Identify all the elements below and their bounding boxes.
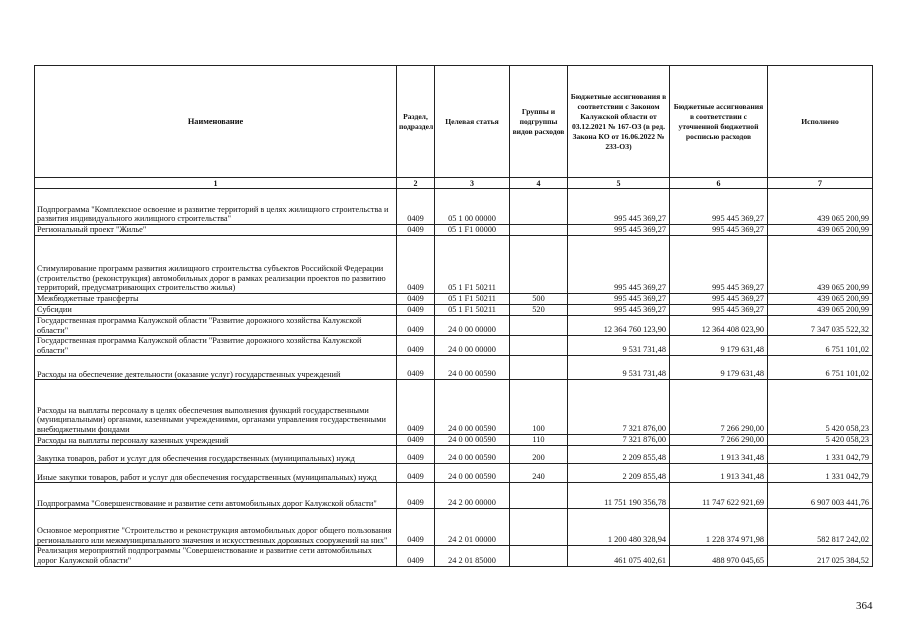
row-section: 0409 xyxy=(397,316,435,336)
row-group xyxy=(510,546,568,566)
row-name: Расходы на выплаты персоналу в целях обеспечения выполнения функций государственными (муниципальными) органами, казенными учреждениями, органами управления государственными внебюджетными фондами xyxy=(35,380,397,435)
column-number: 7 xyxy=(768,178,873,189)
row-target: 24 0 00 00590 xyxy=(435,435,510,446)
row-section: 0409 xyxy=(397,483,435,509)
row-name: Субсидии xyxy=(35,305,397,316)
row-target: 24 0 00 00000 xyxy=(435,336,510,356)
column-number: 3 xyxy=(435,178,510,189)
table-row xyxy=(35,305,873,316)
row-roster-amount: 9 179 631,48 xyxy=(670,336,768,356)
row-target: 24 2 01 00000 xyxy=(435,509,510,546)
column-number: 4 xyxy=(510,178,568,189)
row-target: 24 2 00 00000 xyxy=(435,483,510,509)
table-row xyxy=(35,336,873,356)
budget-table xyxy=(34,65,873,567)
row-group xyxy=(510,483,568,509)
row-roster-amount: 12 364 408 023,90 xyxy=(670,316,768,336)
row-name: Основное мероприятие "Строительство и реконструкция автомобильных дорог общего пользования регионального или межмуниципального значения и искусственных дорожных сооружений на них" xyxy=(35,509,397,546)
row-group: 500 xyxy=(510,294,568,305)
row-executed-amount: 439 065 200,99 xyxy=(768,305,873,316)
row-section: 0409 xyxy=(397,189,435,225)
row-section: 0409 xyxy=(397,464,435,483)
header-row xyxy=(35,66,873,178)
row-section: 0409 xyxy=(397,305,435,316)
row-roster-amount: 7 266 290,00 xyxy=(670,380,768,435)
row-name: Расходы на обеспечение деятельности (оказание услуг) государственных учреждений xyxy=(35,356,397,380)
table-row xyxy=(35,356,873,380)
row-section: 0409 xyxy=(397,380,435,435)
row-roster-amount: 995 445 369,27 xyxy=(670,294,768,305)
row-law-amount: 1 200 480 328,94 xyxy=(568,509,670,546)
table-row xyxy=(35,446,873,464)
budget-document xyxy=(34,65,872,567)
row-roster-amount: 1 228 374 971,98 xyxy=(670,509,768,546)
row-group: 110 xyxy=(510,435,568,446)
row-law-amount: 9 531 731,48 xyxy=(568,336,670,356)
row-executed-amount: 6 751 101,02 xyxy=(768,336,873,356)
row-executed-amount: 439 065 200,99 xyxy=(768,189,873,225)
row-group: 520 xyxy=(510,305,568,316)
row-executed-amount: 7 347 035 522,32 xyxy=(768,316,873,336)
row-executed-amount: 5 420 058,23 xyxy=(768,380,873,435)
row-law-amount: 7 321 876,00 xyxy=(568,380,670,435)
row-section: 0409 xyxy=(397,446,435,464)
row-name: Закупка товаров, работ и услуг для обеспечения государственных (муниципальных) нужд xyxy=(35,446,397,464)
row-roster-amount: 11 747 622 921,69 xyxy=(670,483,768,509)
row-name: Подпрограмма "Комплексное освоение и развитие территорий в целях жилищного строительства и развития индивидуального жилищного строительства" xyxy=(35,189,397,225)
header-roster: Бюджетные ассигнования в соответствии с уточненной бюджетной росписью расходов xyxy=(670,66,768,178)
row-executed-amount: 6 907 003 441,76 xyxy=(768,483,873,509)
row-executed-amount: 582 817 242,02 xyxy=(768,509,873,546)
row-target: 05 1 F1 50211 xyxy=(435,305,510,316)
row-roster-amount: 995 445 369,27 xyxy=(670,305,768,316)
row-group xyxy=(510,316,568,336)
row-name: Стимулирование программ развития жилищного строительства субъектов Российской Федерации (строительство (реконструкция) автомобильных дорог в рамках реализации проектов по развитию территорий, предусматривающих строительство жилья) xyxy=(35,236,397,294)
row-section: 0409 xyxy=(397,294,435,305)
row-name: Реализация мероприятий подпрограммы "Совершенствование и развитие сети автомобильных дорог Калужской области" xyxy=(35,546,397,566)
row-section: 0409 xyxy=(397,356,435,380)
row-group xyxy=(510,356,568,380)
table-row xyxy=(35,509,873,546)
table-row xyxy=(35,483,873,509)
row-name: Региональный проект "Жилье" xyxy=(35,225,397,236)
table-row xyxy=(35,236,873,294)
column-number: 2 xyxy=(397,178,435,189)
row-executed-amount: 5 420 058,23 xyxy=(768,435,873,446)
row-target: 05 1 F1 50211 xyxy=(435,294,510,305)
row-executed-amount: 217 025 384,52 xyxy=(768,546,873,566)
row-name: Государственная программа Калужской области "Развитие дорожного хозяйства Калужской области" xyxy=(35,336,397,356)
row-law-amount: 11 751 190 356,78 xyxy=(568,483,670,509)
row-executed-amount: 439 065 200,99 xyxy=(768,225,873,236)
row-executed-amount: 439 065 200,99 xyxy=(768,236,873,294)
page-number: 364 xyxy=(856,600,873,612)
row-roster-amount: 7 266 290,00 xyxy=(670,435,768,446)
row-executed-amount: 6 751 101,02 xyxy=(768,356,873,380)
header-group: Группы и подгруппы видов расходов xyxy=(510,66,568,178)
row-group xyxy=(510,509,568,546)
header-name: Наименование xyxy=(35,66,397,178)
row-name: Государственная программа Калужской области "Развитие дорожного хозяйства Калужской области" xyxy=(35,316,397,336)
row-group xyxy=(510,225,568,236)
row-law-amount: 995 445 369,27 xyxy=(568,189,670,225)
row-roster-amount: 1 913 341,48 xyxy=(670,464,768,483)
row-roster-amount: 9 179 631,48 xyxy=(670,356,768,380)
table-row xyxy=(35,464,873,483)
row-name: Подпрограмма "Совершенствование и развитие сети автомобильных дорог Калужской области" xyxy=(35,483,397,509)
table-body xyxy=(35,189,873,567)
row-roster-amount: 1 913 341,48 xyxy=(670,446,768,464)
column-number: 1 xyxy=(35,178,397,189)
row-law-amount: 995 445 369,27 xyxy=(568,294,670,305)
row-executed-amount: 1 331 042,79 xyxy=(768,464,873,483)
row-group: 240 xyxy=(510,464,568,483)
row-name: Расходы на выплаты персоналу казенных учреждений xyxy=(35,435,397,446)
table-row xyxy=(35,546,873,566)
row-group xyxy=(510,236,568,294)
header-law: Бюджетные ассигнования в соответствии с Законом Калужской области от 03.12.2021 № 167-ОЗ (в ред. Закона КО от 16.06.2022 № 233-ОЗ) xyxy=(568,66,670,178)
row-group xyxy=(510,189,568,225)
row-target: 24 0 00 00590 xyxy=(435,446,510,464)
row-name: Иные закупки товаров, работ и услуг для обеспечения государственных (муниципальных) нужд xyxy=(35,464,397,483)
table-row xyxy=(35,225,873,236)
row-roster-amount: 995 445 369,27 xyxy=(670,225,768,236)
table-row xyxy=(35,294,873,305)
row-target: 24 0 00 00590 xyxy=(435,380,510,435)
table-row xyxy=(35,435,873,446)
table-row xyxy=(35,189,873,225)
row-law-amount: 995 445 369,27 xyxy=(568,305,670,316)
row-section: 0409 xyxy=(397,509,435,546)
table-row xyxy=(35,316,873,336)
row-executed-amount: 1 331 042,79 xyxy=(768,446,873,464)
column-number: 5 xyxy=(568,178,670,189)
row-section: 0409 xyxy=(397,336,435,356)
row-law-amount: 995 445 369,27 xyxy=(568,225,670,236)
row-section: 0409 xyxy=(397,225,435,236)
row-law-amount: 995 445 369,27 xyxy=(568,236,670,294)
row-group: 100 xyxy=(510,380,568,435)
row-roster-amount: 995 445 369,27 xyxy=(670,236,768,294)
row-target: 24 2 01 85000 xyxy=(435,546,510,566)
row-roster-amount: 488 970 045,65 xyxy=(670,546,768,566)
row-law-amount: 9 531 731,48 xyxy=(568,356,670,380)
column-number: 6 xyxy=(670,178,768,189)
row-executed-amount: 439 065 200,99 xyxy=(768,294,873,305)
row-law-amount: 2 209 855,48 xyxy=(568,464,670,483)
header-done: Исполнено xyxy=(768,66,873,178)
row-section: 0409 xyxy=(397,236,435,294)
row-law-amount: 7 321 876,00 xyxy=(568,435,670,446)
row-target: 05 1 F1 00000 xyxy=(435,225,510,236)
row-target: 24 0 00 00590 xyxy=(435,464,510,483)
row-target: 05 1 00 00000 xyxy=(435,189,510,225)
header-section: Раздел, подраздел xyxy=(397,66,435,178)
row-group: 200 xyxy=(510,446,568,464)
row-law-amount: 461 075 402,61 xyxy=(568,546,670,566)
header-target: Целевая статья xyxy=(435,66,510,178)
row-section: 0409 xyxy=(397,435,435,446)
row-target: 05 1 F1 50211 xyxy=(435,236,510,294)
row-roster-amount: 995 445 369,27 xyxy=(670,189,768,225)
row-target: 24 0 00 00590 xyxy=(435,356,510,380)
row-law-amount: 2 209 855,48 xyxy=(568,446,670,464)
row-group xyxy=(510,336,568,356)
table-row xyxy=(35,380,873,435)
row-target: 24 0 00 00000 xyxy=(435,316,510,336)
column-number-row xyxy=(35,178,873,189)
row-section: 0409 xyxy=(397,546,435,566)
row-name: Межбюджетные трансферты xyxy=(35,294,397,305)
row-law-amount: 12 364 760 123,90 xyxy=(568,316,670,336)
